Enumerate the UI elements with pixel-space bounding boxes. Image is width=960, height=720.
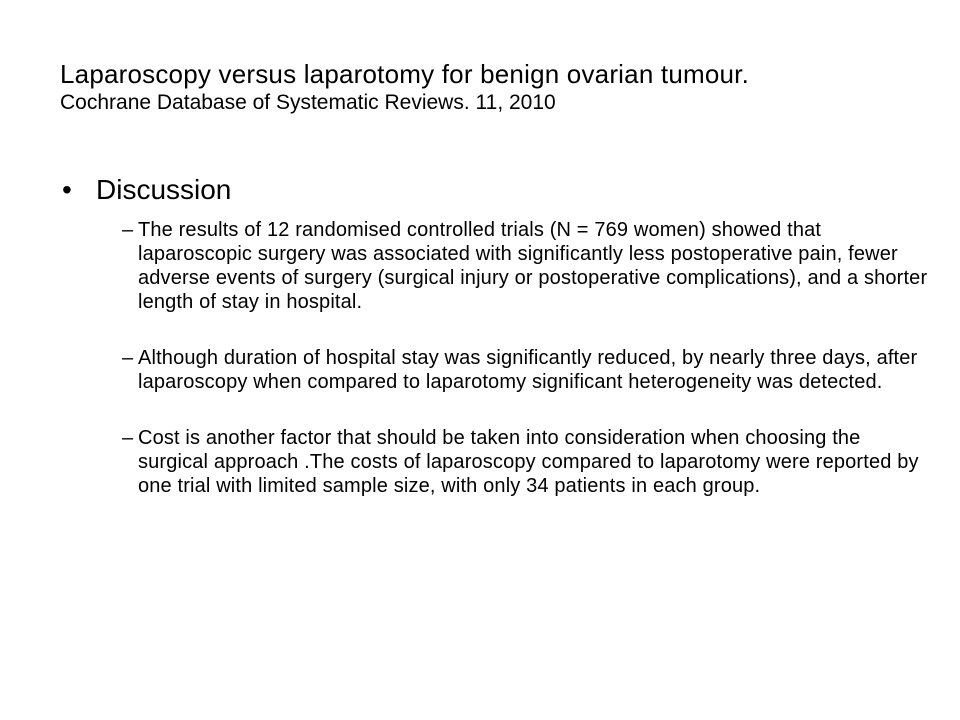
discussion-points xyxy=(122,218,942,530)
title-citation: Cochrane Database of Systematic Reviews. 11, 2010 xyxy=(60,91,556,114)
point-text: The results of 12 randomised controlled trials (N = 769 women) showed that laparoscopic surgery was associated with significantly less postoperative pain, fewer adverse events of surgery (surgical injury or postoperative complications), and a shorter length of stay in hospital. xyxy=(138,219,928,313)
title-main: Laparoscopy versus laparotomy for benign ovarian tumour. xyxy=(60,59,750,89)
list-item xyxy=(122,346,942,394)
point-text: Although duration of hospital stay was significantly reduced, by nearly three days, after laparoscopy when compared to laparotomy significant heterogeneity was detected. xyxy=(138,347,918,393)
list-item xyxy=(122,426,942,498)
slide-title xyxy=(60,58,920,116)
section-heading: Discussion xyxy=(96,174,232,205)
dash-icon: – xyxy=(122,219,134,241)
section-bullet xyxy=(62,172,231,208)
bullet-icon: • xyxy=(62,174,72,205)
point-text: Cost is another factor that should be taken into consideration when choosing the surgical approach .The costs of laparoscopy compared to laparotomy were reported by one trial with limited sample size, with only 34 patients in each group. xyxy=(138,427,919,497)
dash-icon: – xyxy=(122,347,134,369)
dash-icon: – xyxy=(122,427,134,449)
list-item xyxy=(122,218,942,314)
